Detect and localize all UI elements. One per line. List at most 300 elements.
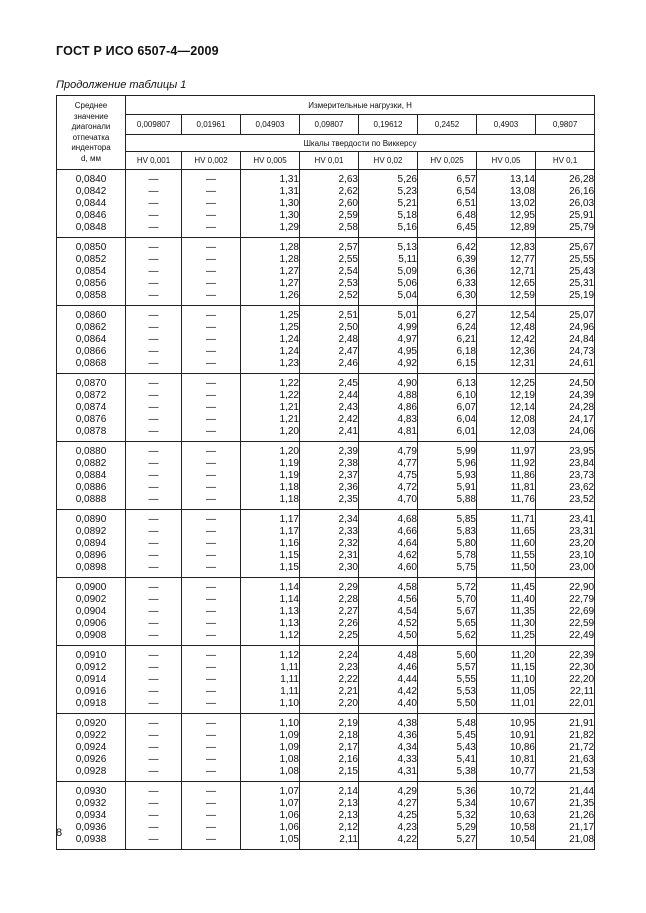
hardness-cell: — — [182, 594, 241, 606]
table-row — [57, 198, 595, 210]
loads-row — [57, 115, 595, 135]
hardness-cell: — — [126, 222, 182, 238]
hardness-cell: — — [126, 378, 182, 390]
load-value: 0,4903 — [477, 115, 536, 135]
hardness-cell: — — [126, 494, 182, 510]
hardness-cell: 11,45 — [477, 582, 536, 594]
hardness-cell: — — [182, 698, 241, 714]
hardness-cell: 2,19 — [300, 718, 359, 730]
hardness-cell: 10,81 — [477, 754, 536, 766]
hardness-cell: 4,88 — [359, 390, 418, 402]
hardness-cell: 5,38 — [418, 766, 477, 782]
hardness-cell: — — [182, 618, 241, 630]
hardness-cell: 21,72 — [536, 742, 595, 754]
hardness-cell: 5,67 — [418, 606, 477, 618]
hardness-cell: 12,59 — [477, 290, 536, 306]
hardness-cell: 21,82 — [536, 730, 595, 742]
hardness-cell: 5,41 — [418, 754, 477, 766]
hardness-cell: — — [126, 834, 182, 850]
hardness-cell: 5,23 — [359, 186, 418, 198]
hardness-cell: 11,30 — [477, 618, 536, 630]
hardness-cell: 5,70 — [418, 594, 477, 606]
hardness-cell: — — [126, 322, 182, 334]
hardness-cell: 1,15 — [241, 562, 300, 578]
hardness-cell: — — [126, 402, 182, 414]
hardness-cell: 6,10 — [418, 390, 477, 402]
hardness-cell: 12,42 — [477, 334, 536, 346]
hardness-cell: 23,62 — [536, 482, 595, 494]
hardness-cell: 6,54 — [418, 186, 477, 198]
table-row — [57, 594, 595, 606]
hardness-cell: 1,13 — [241, 606, 300, 618]
hardness-cell: — — [182, 414, 241, 426]
hardness-cell: 4,95 — [359, 346, 418, 358]
hardness-cell: 6,15 — [418, 358, 477, 374]
hardness-cell: — — [182, 810, 241, 822]
d-header-line: значение — [73, 111, 109, 121]
hardness-cell: — — [182, 402, 241, 414]
load-value: 0,09807 — [300, 115, 359, 135]
hardness-cell: 5,57 — [418, 662, 477, 674]
table-row — [57, 754, 595, 766]
hardness-cell: — — [126, 594, 182, 606]
scales-row — [57, 152, 595, 170]
hardness-cell: 1,07 — [241, 798, 300, 810]
hardness-cell: 6,36 — [418, 266, 477, 278]
hardness-cell: — — [182, 550, 241, 562]
diagonal-cell: 0,0882 — [57, 458, 126, 470]
hardness-cell: 5,06 — [359, 278, 418, 290]
hardness-cell: — — [182, 198, 241, 210]
diagonal-cell: 0,0874 — [57, 402, 126, 414]
hardness-cell: 1,18 — [241, 482, 300, 494]
table-row — [57, 618, 595, 630]
hardness-cell: — — [126, 630, 182, 646]
hardness-cell: 12,36 — [477, 346, 536, 358]
table-row — [57, 810, 595, 822]
hardness-cell: 5,93 — [418, 470, 477, 482]
hardness-cell: — — [182, 538, 241, 550]
hardness-cell: — — [126, 810, 182, 822]
hardness-cell: 5,43 — [418, 742, 477, 754]
hardness-cell: 5,80 — [418, 538, 477, 550]
hardness-cell: — — [126, 674, 182, 686]
hardness-cell: 1,19 — [241, 470, 300, 482]
hardness-cell: 1,23 — [241, 358, 300, 374]
hardness-cell: 10,72 — [477, 786, 536, 798]
hardness-cell: 4,52 — [359, 618, 418, 630]
hardness-cell: 21,44 — [536, 786, 595, 798]
hardness-cell: 2,42 — [300, 414, 359, 426]
hardness-cell: 21,63 — [536, 754, 595, 766]
hardness-cell: 21,35 — [536, 798, 595, 810]
hardness-cell: 11,86 — [477, 470, 536, 482]
hardness-cell: 21,53 — [536, 766, 595, 782]
diagonal-cell: 0,0868 — [57, 358, 126, 374]
hardness-cell: 6,30 — [418, 290, 477, 306]
table-row — [57, 786, 595, 798]
table-row — [57, 346, 595, 358]
hardness-cell: 2,47 — [300, 346, 359, 358]
diagonal-cell: 0,0850 — [57, 242, 126, 254]
hardness-cell: 21,17 — [536, 822, 595, 834]
hardness-cell: 22,69 — [536, 606, 595, 618]
hardness-cell: 1,09 — [241, 742, 300, 754]
hardness-cell: 5,45 — [418, 730, 477, 742]
hardness-cell: 4,72 — [359, 482, 418, 494]
diagonal-cell: 0,0862 — [57, 322, 126, 334]
hardness-cell: 24,96 — [536, 322, 595, 334]
diagonal-cell: 0,0908 — [57, 630, 126, 646]
hardness-cell: — — [182, 662, 241, 674]
hardness-cell: 4,22 — [359, 834, 418, 850]
hardness-cell: 12,31 — [477, 358, 536, 374]
hardness-cell: 2,51 — [300, 310, 359, 322]
d-header-line: отпечатка — [72, 132, 110, 142]
hardness-table — [56, 95, 595, 850]
hardness-cell: — — [182, 470, 241, 482]
diagonal-cell: 0,0900 — [57, 582, 126, 594]
hardness-cell: — — [182, 358, 241, 374]
hardness-cell: 1,20 — [241, 426, 300, 442]
hardness-cell: 23,84 — [536, 458, 595, 470]
hardness-cell: 11,40 — [477, 594, 536, 606]
hardness-cell: 1,31 — [241, 186, 300, 198]
hardness-cell: 26,16 — [536, 186, 595, 198]
load-value: 0,2452 — [418, 115, 477, 135]
load-value: 0,01961 — [182, 115, 241, 135]
hardness-cell: 5,96 — [418, 458, 477, 470]
hardness-cell: 2,32 — [300, 538, 359, 550]
hardness-cell: 2,62 — [300, 186, 359, 198]
hardness-cell: 6,04 — [418, 414, 477, 426]
hardness-cell: — — [126, 718, 182, 730]
hardness-cell: 6,13 — [418, 378, 477, 390]
hardness-cell: 12,77 — [477, 254, 536, 266]
hardness-cell: 12,95 — [477, 210, 536, 222]
hardness-cell: 2,13 — [300, 810, 359, 822]
hardness-cell: 6,42 — [418, 242, 477, 254]
diagonal-cell: 0,0906 — [57, 618, 126, 630]
diagonal-cell: 0,0898 — [57, 562, 126, 578]
hardness-cell: — — [126, 562, 182, 578]
hardness-cell: — — [126, 730, 182, 742]
hardness-cell: 4,66 — [359, 526, 418, 538]
diagonal-cell: 0,0842 — [57, 186, 126, 198]
scale-label: HV 0,005 — [241, 152, 300, 170]
hardness-cell: 25,19 — [536, 290, 595, 306]
hardness-cell: 26,03 — [536, 198, 595, 210]
hardness-cell: 1,17 — [241, 526, 300, 538]
hardness-cell: — — [126, 550, 182, 562]
hardness-cell: 2,24 — [300, 650, 359, 662]
hardness-cell: 4,77 — [359, 458, 418, 470]
hardness-cell: — — [182, 266, 241, 278]
hardness-cell: 1,25 — [241, 310, 300, 322]
hardness-cell: 5,75 — [418, 562, 477, 578]
table-row — [57, 210, 595, 222]
hardness-cell: 1,06 — [241, 810, 300, 822]
hardness-cell: — — [126, 798, 182, 810]
hardness-cell: 1,08 — [241, 766, 300, 782]
hardness-cell: 24,61 — [536, 358, 595, 374]
hardness-cell: 24,17 — [536, 414, 595, 426]
hardness-cell: 2,59 — [300, 210, 359, 222]
hardness-cell: 1,28 — [241, 254, 300, 266]
diagonal-cell: 0,0890 — [57, 514, 126, 526]
hardness-cell: — — [182, 242, 241, 254]
hardness-cell: 2,29 — [300, 582, 359, 594]
hardness-cell: — — [126, 514, 182, 526]
hardness-cell: 4,81 — [359, 426, 418, 442]
hardness-cell: 6,07 — [418, 402, 477, 414]
hardness-cell: 2,25 — [300, 630, 359, 646]
hardness-cell: — — [182, 798, 241, 810]
hardness-cell: 6,51 — [418, 198, 477, 210]
hardness-cell: 1,14 — [241, 582, 300, 594]
hardness-cell: 5,83 — [418, 526, 477, 538]
hardness-cell: 4,44 — [359, 674, 418, 686]
hardness-cell: 2,63 — [300, 174, 359, 186]
hardness-cell: — — [182, 346, 241, 358]
hardness-cell: 4,23 — [359, 822, 418, 834]
hardness-cell: 22,49 — [536, 630, 595, 646]
hardness-cell: — — [182, 630, 241, 646]
hardness-cell: 26,28 — [536, 174, 595, 186]
diagonal-cell: 0,0930 — [57, 786, 126, 798]
document-title: ГОСТ Р ИСО 6507-4—2009 — [56, 44, 219, 58]
hardness-cell: — — [182, 606, 241, 618]
hardness-cell: 12,89 — [477, 222, 536, 238]
table-row — [57, 550, 595, 562]
hardness-cell: — — [126, 470, 182, 482]
hardness-cell: 4,70 — [359, 494, 418, 510]
hardness-cell: — — [182, 174, 241, 186]
hardness-cell: 4,33 — [359, 754, 418, 766]
hardness-cell: 1,14 — [241, 594, 300, 606]
table-row — [57, 650, 595, 662]
hardness-cell: 10,58 — [477, 822, 536, 834]
hardness-cell: 23,41 — [536, 514, 595, 526]
hardness-cell: 4,62 — [359, 550, 418, 562]
hardness-cell: 2,48 — [300, 334, 359, 346]
hardness-cell: 6,45 — [418, 222, 477, 238]
hardness-cell: 23,95 — [536, 446, 595, 458]
hardness-cell: 4,97 — [359, 334, 418, 346]
table-row — [57, 414, 595, 426]
hardness-cell: 1,08 — [241, 754, 300, 766]
hardness-cell: 21,08 — [536, 834, 595, 850]
diagonal-cell: 0,0840 — [57, 174, 126, 186]
hardness-cell: 4,99 — [359, 322, 418, 334]
d-header-line: диагонали — [71, 122, 111, 131]
hardness-cell: 23,31 — [536, 526, 595, 538]
diagonal-cell: 0,0922 — [57, 730, 126, 742]
hardness-cell: 1,06 — [241, 822, 300, 834]
hardness-cell: 11,60 — [477, 538, 536, 550]
hardness-cell: 12,65 — [477, 278, 536, 290]
hardness-cell: — — [126, 210, 182, 222]
hardness-cell: 11,01 — [477, 698, 536, 714]
hardness-cell: 11,25 — [477, 630, 536, 646]
hardness-cell: — — [182, 334, 241, 346]
hardness-cell: 11,15 — [477, 662, 536, 674]
table-row — [57, 334, 595, 346]
hardness-cell: 1,11 — [241, 662, 300, 674]
diagonal-cell: 0,0856 — [57, 278, 126, 290]
hardness-cell: 5,50 — [418, 698, 477, 714]
hardness-cell: 5,27 — [418, 834, 477, 850]
hardness-cell: 2,44 — [300, 390, 359, 402]
hardness-cell: — — [182, 834, 241, 850]
hardness-cell: — — [126, 414, 182, 426]
hardness-cell: 21,91 — [536, 718, 595, 730]
hardness-cell: — — [126, 650, 182, 662]
hardness-cell: 4,60 — [359, 562, 418, 578]
hardness-cell: 4,92 — [359, 358, 418, 374]
hardness-cell: — — [126, 786, 182, 798]
hardness-cell: — — [182, 742, 241, 754]
hardness-cell: 2,39 — [300, 446, 359, 458]
hardness-cell: — — [182, 650, 241, 662]
hardness-cell: 11,20 — [477, 650, 536, 662]
hardness-cell: 1,18 — [241, 494, 300, 510]
hardness-cell: 5,91 — [418, 482, 477, 494]
hardness-cell: 1,21 — [241, 414, 300, 426]
hardness-cell: 4,38 — [359, 718, 418, 730]
table-row — [57, 310, 595, 322]
hardness-cell: — — [126, 698, 182, 714]
hardness-cell: 5,11 — [359, 254, 418, 266]
hardness-cell: — — [182, 310, 241, 322]
hardness-cell: 2,23 — [300, 662, 359, 674]
hardness-cell: 2,35 — [300, 494, 359, 510]
hardness-cell: 23,20 — [536, 538, 595, 550]
hardness-cell: 5,99 — [418, 446, 477, 458]
hardness-cell: 23,00 — [536, 562, 595, 578]
hardness-cell: 22,79 — [536, 594, 595, 606]
hardness-cell: — — [182, 390, 241, 402]
hardness-cell: 2,55 — [300, 254, 359, 266]
hardness-cell: 5,72 — [418, 582, 477, 594]
table-row — [57, 698, 595, 714]
hardness-cell: — — [126, 290, 182, 306]
d-header-line: индентора — [71, 143, 111, 152]
table-row — [57, 766, 595, 782]
hardness-cell: 4,90 — [359, 378, 418, 390]
hardness-cell: 2,28 — [300, 594, 359, 606]
hardness-cell: 5,34 — [418, 798, 477, 810]
hardness-cell: 1,11 — [241, 686, 300, 698]
hardness-cell: — — [126, 822, 182, 834]
hardness-cell: 1,22 — [241, 378, 300, 390]
hardness-cell: 22,20 — [536, 674, 595, 686]
diagonal-cell: 0,0880 — [57, 446, 126, 458]
table-row — [57, 514, 595, 526]
hardness-cell: 2,11 — [300, 834, 359, 850]
table-row — [57, 242, 595, 254]
table-row — [57, 822, 595, 834]
hardness-cell: 4,64 — [359, 538, 418, 550]
hardness-cell: 4,58 — [359, 582, 418, 594]
hardness-cell: 5,01 — [359, 310, 418, 322]
hardness-cell: 5,62 — [418, 630, 477, 646]
hardness-cell: — — [126, 254, 182, 266]
hardness-cell: 1,05 — [241, 834, 300, 850]
hardness-cell: — — [126, 334, 182, 346]
hardness-cell: 2,34 — [300, 514, 359, 526]
load-value: 0,9807 — [536, 115, 595, 135]
hardness-cell: — — [126, 482, 182, 494]
hardness-cell: 6,18 — [418, 346, 477, 358]
hardness-cell: 1,27 — [241, 278, 300, 290]
table-row — [57, 322, 595, 334]
load-value: 0,19612 — [359, 115, 418, 135]
hardness-cell: 2,45 — [300, 378, 359, 390]
diagonal-cell: 0,0872 — [57, 390, 126, 402]
hardness-cell: 5,32 — [418, 810, 477, 822]
hardness-cell: 1,11 — [241, 674, 300, 686]
hardness-cell: 4,40 — [359, 698, 418, 714]
diagonal-cell: 0,0920 — [57, 718, 126, 730]
table-row — [57, 686, 595, 698]
hardness-cell: — — [126, 662, 182, 674]
hardness-cell: 5,55 — [418, 674, 477, 686]
table-row — [57, 458, 595, 470]
hardness-cell: — — [182, 674, 241, 686]
hardness-cell: — — [126, 458, 182, 470]
hardness-cell: — — [126, 446, 182, 458]
hardness-cell: 1,26 — [241, 290, 300, 306]
table-row — [57, 470, 595, 482]
hardness-cell: 2,43 — [300, 402, 359, 414]
hardness-cell: — — [126, 358, 182, 374]
hardness-cell: — — [126, 766, 182, 782]
hardness-cell: — — [126, 186, 182, 198]
hardness-cell: — — [126, 582, 182, 594]
hardness-cell: 1,24 — [241, 346, 300, 358]
hardness-cell: 4,83 — [359, 414, 418, 426]
hardness-cell: — — [182, 378, 241, 390]
hardness-cell: — — [182, 290, 241, 306]
d-header-line: Среднее — [74, 101, 108, 110]
hardness-cell: 2,36 — [300, 482, 359, 494]
diagonal-cell: 0,0910 — [57, 650, 126, 662]
hardness-cell: 5,60 — [418, 650, 477, 662]
hardness-cell: 5,36 — [418, 786, 477, 798]
diagonal-cell: 0,0934 — [57, 810, 126, 822]
hardness-cell: — — [182, 730, 241, 742]
hardness-cell: 22,90 — [536, 582, 595, 594]
scale-label: HV 0,1 — [536, 152, 595, 170]
scales-header: Шкалы твердости по Виккерсу — [126, 135, 595, 152]
hardness-cell: 4,68 — [359, 514, 418, 526]
hardness-cell: 2,53 — [300, 278, 359, 290]
diagonal-cell: 0,0848 — [57, 222, 126, 238]
hardness-cell: 23,73 — [536, 470, 595, 482]
hardness-cell: 4,42 — [359, 686, 418, 698]
hardness-cell: — — [126, 618, 182, 630]
table-row — [57, 582, 595, 594]
hardness-cell: 2,57 — [300, 242, 359, 254]
hardness-cell: 11,92 — [477, 458, 536, 470]
table-row — [57, 630, 595, 646]
hardness-cell: 10,86 — [477, 742, 536, 754]
table-row — [57, 186, 595, 198]
hardness-cell: 5,65 — [418, 618, 477, 630]
hardness-cell: 25,07 — [536, 310, 595, 322]
hardness-cell: 4,46 — [359, 662, 418, 674]
